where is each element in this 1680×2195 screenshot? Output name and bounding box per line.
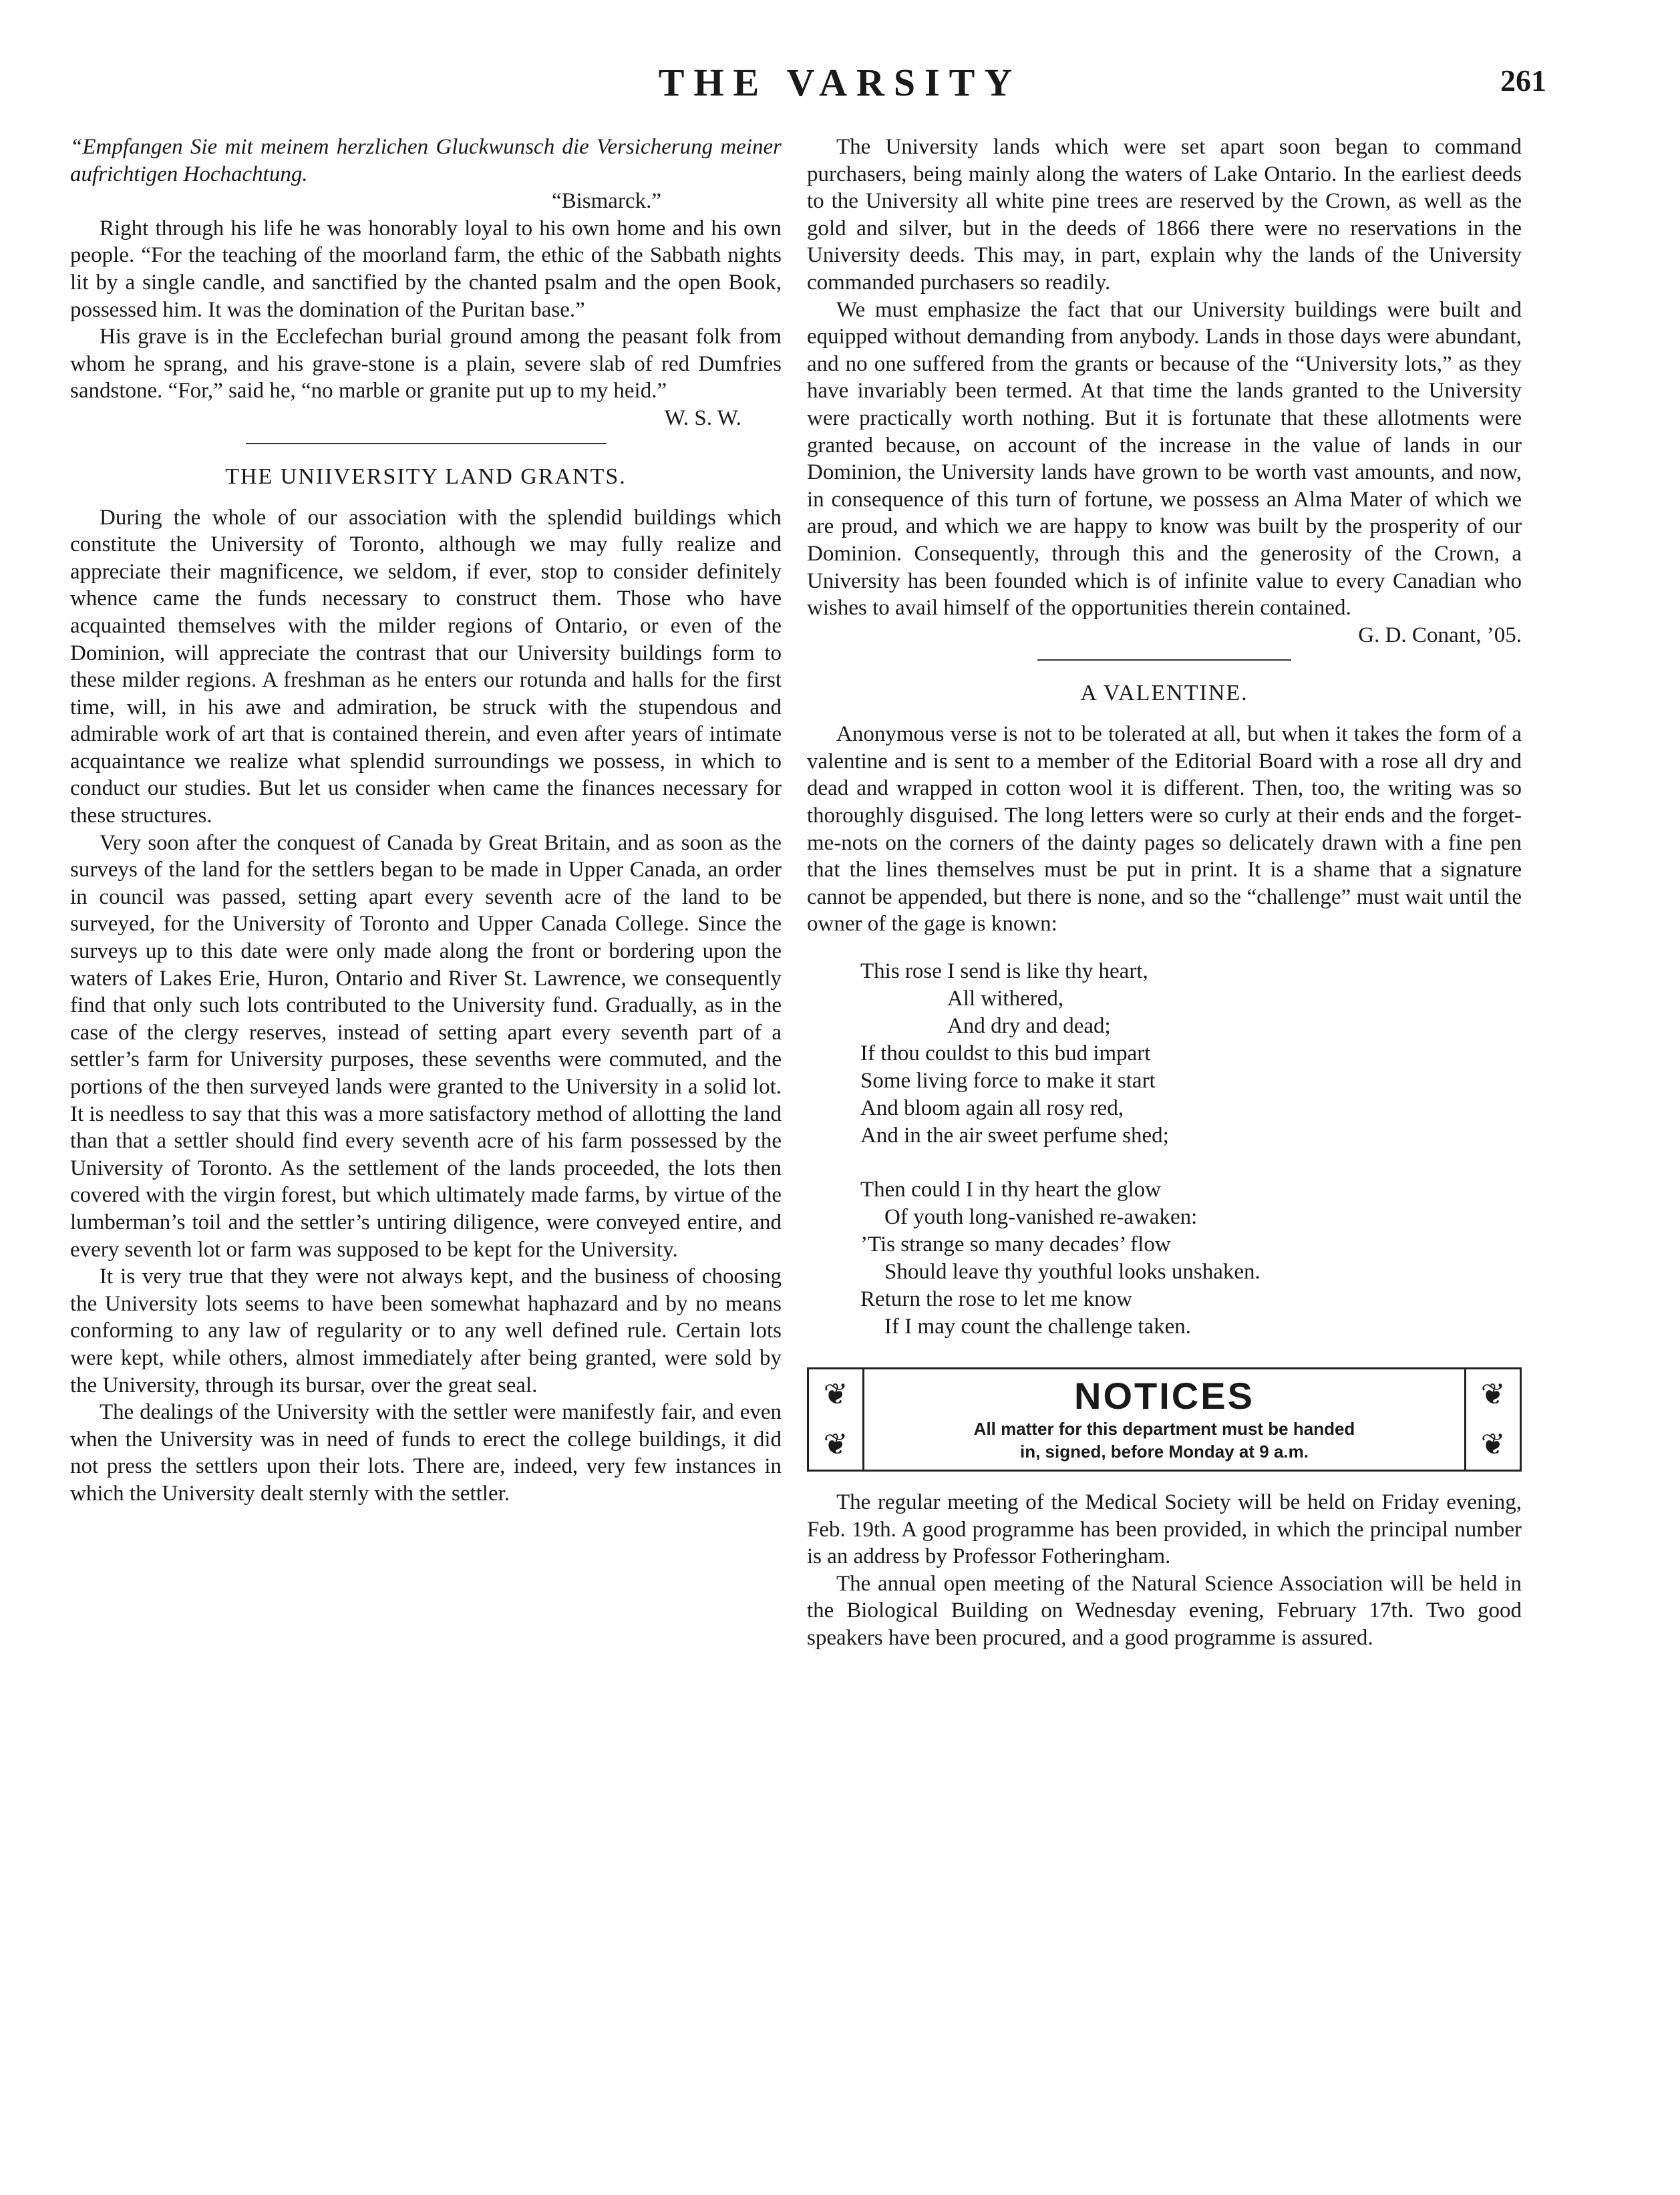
article-paragraph: The dealings of the University with the settler were manifestly fair, and even when the University was in need of funds to erect the college buildings, it did not press the settlers upon their lots. There are, indeed, very few instances in which the University dealt sternly with the settler. — [70, 1400, 782, 1506]
right-column — [807, 134, 1522, 1652]
article-paragraph: We must emphasize the fact that our University buildings were built and equipped without demanding from anybody. Lands in those days were abundant, and no one suffered from the grants or because of the “University lots,” as they have invariably been termed. At that time the lands granted to the University were practically worth nothing. But it is fortunate that these allotments were granted because, on account of the increase in the value of lands in our Dominion, the University lands have grown to be worth vast amounts, and now, in consequence of this turn of fortune, we possess an Alma Mater of which we are proud, and which we are happy to know was built by the prosperity of our Dominion. Consequently, through this and the generosity of the Crown, a University has been founded which is of infinite value to every Canadian who wishes to avail himself of the opportunities therein contained. — [807, 297, 1522, 621]
article-paragraph: Very soon after the conquest of Canada by Great Britain, and as soon as the surveys of the land for the settlers began to be made in Upper Canada, an order in council was passed, setting apart every seventh acre of the land to be surveyed, for the University of Toronto and Upper Canada College. Since the surveys up to this date were only made along the front or bordering upon the waters of Lakes Erie, Huron, Ontario and River St. Lawrence, we consequently find that only such lots contributed to the University fund. Gradually, as in the case of the clergy reserves, instead of setting apart every seventh part of a settler’s farm for University purposes, these sevenths were commuted, and the portions of the then surveyed lands were granted to the University in a solid lot. It is needless to say that this was a more satisfactory method of allotting the land than that a settler should find every seventh acre of his farm possessed by the University of Toronto. As the settlement of the lands proceeded, the lots then covered with the virgin forest, but which ultimately made farms, by virtue of the lumberman’s toil and the settler’s untiring diligence, were conveyed entire, and every seventh lot or farm was supposed to be kept for the University. — [70, 830, 782, 1262]
notices-title: NOTICES — [1074, 1375, 1254, 1417]
left-column — [70, 134, 782, 1508]
notice-paragraph: The regular meeting of the Medical Society will be held on Friday evening, Feb. 19th. A good programme has been provided, in which the principal number is an address by Professor Fotheringham. — [807, 1490, 1522, 1569]
poem-line: ’Tis strange so many decades’ flow — [860, 1232, 1171, 1257]
poem-line: If I may count the challenge taken. — [884, 1315, 1192, 1339]
poem-line: Should leave thy youthful looks unshaken. — [884, 1260, 1261, 1285]
leaf-ornament-icon: ❦ — [823, 1377, 848, 1411]
article-paragraph: During the whole of our association with the splendid buildings which constitute the University of Toronto, although we may fully realize and appreciate their magnificence, we seldom, if ever, stop to consider definitely whence came the funds necessary to construct them. Those who have acquainted themselves with the milder regions of Ontario, or even of the Dominion, will appreciate the contrast that our University buildings form to these milder regions. A freshman as he enters our rotunda and halls for the first time, will, in his awe and admiration, be struck with the stupendous and admirable work of art that is contained therein, and even after years of intimate acquaintance we realize what splendid surroundings we possess, in which to conduct our studies. But let us consider when came the finances necessary for these structures. — [70, 505, 782, 828]
stanza-break — [860, 1150, 1522, 1176]
notices-header — [866, 1375, 1462, 1463]
valentine-poem — [860, 958, 1522, 1341]
leaf-ornament-icon: ❦ — [823, 1427, 848, 1461]
leaf-ornament-icon: ❦ — [1480, 1377, 1506, 1411]
poem-line: And in the air sweet perfume shed; — [860, 1124, 1169, 1148]
notice-paragraph: The annual open meeting of the Natural Science Association will be held in the Biological Building on Wednesday evening, February 17th. Two good speakers have been procured, and a good programme is assured. — [807, 1571, 1522, 1650]
ornament-right — [1464, 1369, 1520, 1470]
poem-line: Return the rose to let me know — [860, 1287, 1132, 1312]
first-article-signature: W. S. W. — [664, 405, 741, 430]
poem-line: And bloom again all rosy red, — [860, 1096, 1124, 1121]
opening-quote-signature: “Bismarck.” — [551, 189, 661, 214]
poem-line: Some living force to make it start — [860, 1069, 1156, 1093]
notices-banner — [807, 1367, 1522, 1472]
valentine-title: A VALENTINE. — [1080, 681, 1248, 706]
poem-line: This rose I send is like thy heart, — [860, 959, 1148, 984]
article-title: THE UNIIVERSITY LAND GRANTS. — [225, 464, 627, 489]
paragraph-grave: His grave is in the Ecclefechan burial ground among the peasant folk from whom he sprang, and his grave-stone is a plain, severe slab of red Dumfries sandstone. “For,” said he, “no marble or granite put up to my heid.” — [70, 325, 782, 403]
valentine-intro: Anonymous verse is not to be tolerated at all, but when it takes the form of a valentine and is sent to a member of the Editorial Board with a rose all dry and dead and wrapped in cotton wool it is different. Then, too, the writing was so thoroughly disguised. The long letters were so curly at their ends and the forget-me-nots on the corners of the dainty pages so delicately drawn with a fine pen that the lines themselves must be put in print. It is a shame that a signature cannot be appended, but there is none, and so the “challenge” must wait until the owner of the gage is known: — [807, 722, 1522, 937]
ornament-left — [809, 1369, 864, 1470]
article-paragraph: It is very true that they were not always kept, and the business of choosing the University lots seems to have been somewhat haphazard and by no means conforming to any law of regularity or to any well defined rule. Certain lots were kept, while others, almost immediately after being granted, were sold by the University, through its bursar, over the great seal. — [70, 1264, 782, 1397]
poem-line: If thou couldst to this bud impart — [860, 1041, 1151, 1066]
article-signature: G. D. Conant, ’05. — [1358, 623, 1522, 647]
section-divider — [1037, 659, 1291, 661]
opening-quote: “Empfangen Sie mit meinem herzlichen Gluckwunsch die Versicherung meiner aufrichtigen Hochachtung. — [70, 135, 782, 186]
poem-line: All withered, — [947, 987, 1064, 1011]
leaf-ornament-icon: ❦ — [1480, 1427, 1506, 1461]
masthead — [0, 60, 1680, 114]
notices-subtitle-line-2: in, signed, before Monday at 9 a.m. — [1020, 1442, 1309, 1462]
poem-line: Of youth long-vanished re-awaken: — [884, 1205, 1198, 1230]
notices-subtitle-line-1: All matter for this department must be handed — [973, 1419, 1355, 1440]
section-divider — [246, 443, 607, 444]
masthead-title: THE VARSITY — [658, 61, 1022, 104]
paragraph-loyal: Right through his life he was honorably loyal to his own home and his own people. “For the teaching of the moorland farm, the ethic of the Sabbath nights lit by a single candle, and sanctified by the chanted psalm and the open Book, possessed him. It was the domination of the Puritan base.” — [70, 216, 782, 322]
article-paragraph: The University lands which were set apart soon began to command purchasers, being mainly along the waters of Lake Ontario. In the earliest deeds to the University all white pine trees are reserved by the Crown, as well as the gold and silver, but in the deeds of 1866 there were no reservations in the University deeds. This may, in part, explain why the lands of the University commanded purchasers so readily. — [807, 135, 1522, 295]
poem-line: And dry and dead; — [947, 1014, 1111, 1039]
poem-line: Then could I in thy heart the glow — [860, 1178, 1161, 1202]
page-number: 261 — [1500, 63, 1546, 98]
